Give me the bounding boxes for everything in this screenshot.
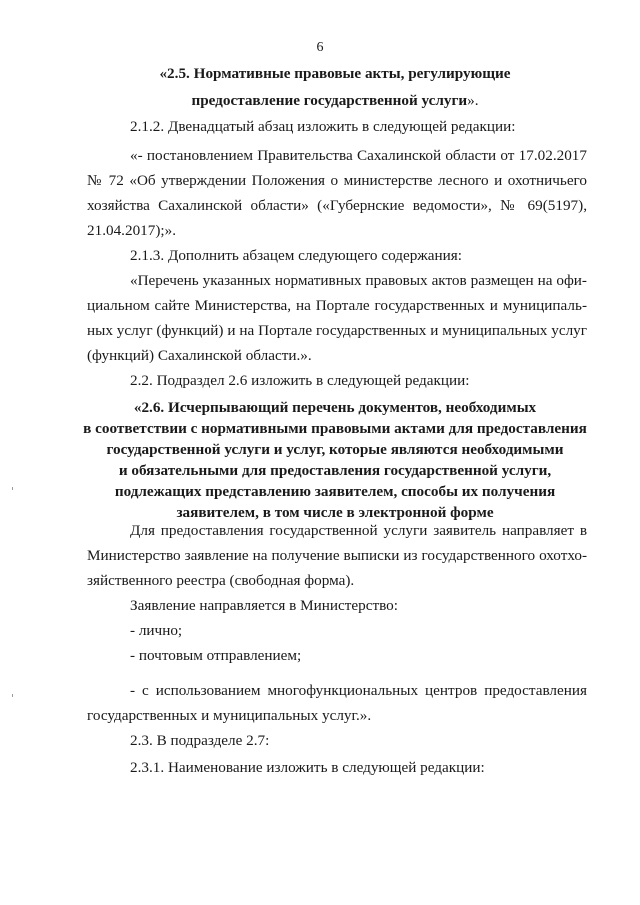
body-2-6-line: зяйственного реестра (свободная форма). (87, 572, 355, 589)
list-item: - лично; (130, 622, 183, 639)
list-item-mfc-line: государственных и муниципальных услуг.». (87, 707, 372, 724)
page-number: 6 (316, 40, 324, 55)
quote-2-1-2-line: № 72 «Об утверждении Положения о министерстве лесного и охотничьего (87, 172, 587, 189)
quote-2-1-3-line: циальном сайте Министерства, на Портале государственных и муниципаль- (87, 297, 587, 314)
heading-2-5-line-2-bold: предоставление государственной услуги (191, 92, 468, 109)
quote-2-1-3-line: ных услуг (функций) и на Портале государственных и муниципальных услуг (87, 322, 587, 339)
body-2-6-line: Для предоставления государственной услуги заявитель направляет в (130, 522, 587, 539)
heading-2-5-line-2 (0, 91, 640, 111)
paragraph-submission: Заявление направляется в Министерство: (130, 597, 398, 614)
heading-2-6-line: подлежащих представлению заявителем, способы их получения (114, 483, 556, 500)
heading-2-5-line-2-tail: ». (467, 92, 479, 109)
paragraph-2-3: 2.3. В подразделе 2.7: (130, 732, 270, 749)
heading-2-6-line: «2.6. Исчерпывающий перечень документов, необходимых (133, 399, 537, 416)
quote-2-1-3-line: (функций) Сахалинской области.». (87, 347, 312, 364)
scan-speck (12, 694, 13, 697)
heading-2-6-line: заявителем, в том числе в электронной форме (176, 504, 494, 521)
paragraph-2-2-intro: 2.2. Подраздел 2.6 изложить в следующей редакции: (130, 372, 470, 389)
body-2-6-line: Министерство заявление на получение выписки из государственного охотхо- (87, 547, 587, 564)
quote-2-1-2-line: 21.04.2017);». (87, 222, 177, 239)
paragraph-2-3-1: 2.3.1. Наименование изложить в следующей редакции: (130, 759, 485, 776)
scan-speck (12, 487, 13, 490)
list-item: - почтовым отправлением; (130, 647, 302, 664)
heading-2-6-line: в соответствии с нормативными правовыми актами для предоставления (83, 420, 587, 437)
quote-2-1-2-line: хозяйства Сахалинской области» («Губернские ведомости», № 69(5197), (87, 197, 587, 214)
heading-2-6-line: государственной услуги и услуг, которые являются необходимыми (106, 441, 564, 458)
heading-2-6-line: и обязательными для предоставления государственной услуги, (118, 462, 552, 479)
list-item-mfc-line: - с использованием многофункциональных центров предоставления (130, 682, 587, 699)
quote-2-1-2-line: «- постановлением Правительства Сахалинской области от 17.02.2017 (130, 147, 587, 164)
quote-2-1-3-line: «Перечень указанных нормативных правовых актов размещен на офи- (130, 272, 587, 289)
heading-2-5-line-1: «2.5. Нормативные правовые акты, регулирующие (159, 65, 511, 82)
paragraph-2-1-2-intro: 2.1.2. Двенадцатый абзац изложить в следующей редакции: (130, 118, 516, 135)
paragraph-2-1-3-intro: 2.1.3. Дополнить абзацем следующего содержания: (130, 247, 462, 264)
